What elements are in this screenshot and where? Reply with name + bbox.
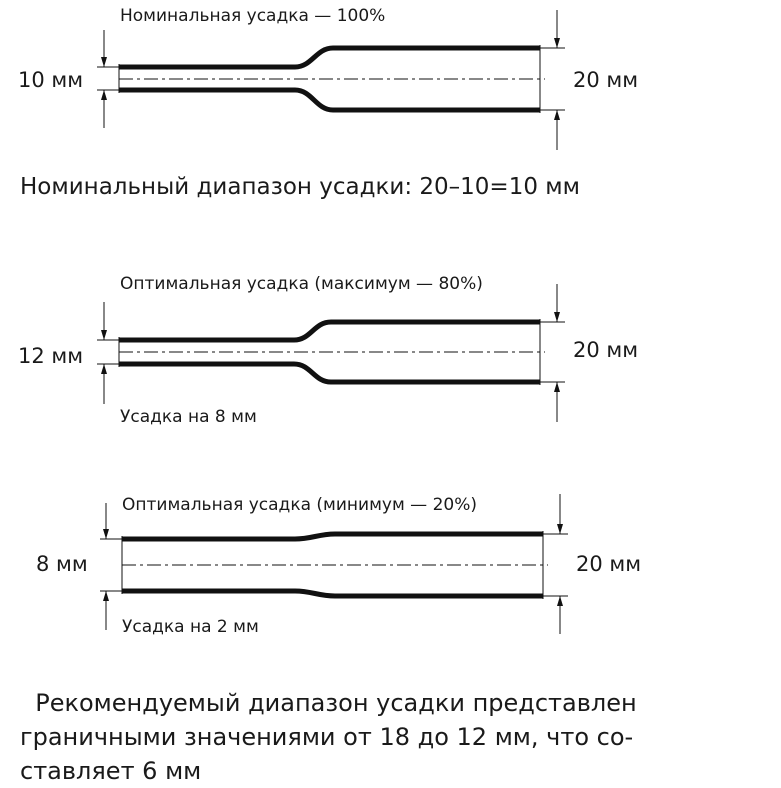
diagram-2-caption: Оптимальная усадка (максимум — 80%) bbox=[120, 274, 483, 294]
tube-top-wall bbox=[122, 534, 543, 539]
tube-bottom-wall bbox=[119, 90, 540, 110]
arrow-down bbox=[101, 330, 107, 340]
diagram-3-left-dimension: 8 мм bbox=[36, 552, 88, 576]
diagram-3-right-dimension: 20 мм bbox=[576, 552, 642, 576]
tube-top-wall bbox=[119, 322, 540, 340]
conclusion-line-1: Рекомендуемый диапазон усадки представлен bbox=[20, 689, 637, 717]
arrow-up bbox=[554, 382, 560, 392]
arrow-up bbox=[101, 90, 107, 100]
tube-bottom-wall bbox=[119, 364, 540, 382]
arrow-up bbox=[103, 591, 109, 601]
arrow-up bbox=[554, 110, 560, 120]
diagram-3-note: Усадка на 2 мм bbox=[122, 617, 259, 637]
tube-diagram-1 bbox=[97, 6, 565, 150]
diagram-1-right-dimension: 20 мм bbox=[573, 68, 639, 92]
arrow-up bbox=[557, 596, 563, 606]
conclusion-paragraph bbox=[20, 686, 660, 788]
arrow-down bbox=[103, 529, 109, 539]
tube-top-wall bbox=[119, 48, 540, 67]
nominal-range-summary: Номинальный диапазон усадки: 20–10=10 мм bbox=[20, 174, 580, 200]
arrow-down bbox=[557, 524, 563, 534]
diagram-1-caption: Номинальная усадка — 100% bbox=[120, 6, 386, 26]
diagram-3-caption: Оптимальная усадка (минимум — 20%) bbox=[122, 495, 478, 515]
arrow-up bbox=[101, 364, 107, 374]
tube-diagram-3 bbox=[100, 494, 568, 637]
diagram-2-note: Усадка на 8 мм bbox=[120, 407, 257, 427]
arrow-down bbox=[554, 312, 560, 322]
tube-diagram-2 bbox=[97, 284, 565, 422]
conclusion-line-2: граничными значениями от 18 до 12 мм, что со- bbox=[20, 723, 634, 751]
diagram-1-left-dimension: 10 мм bbox=[18, 68, 84, 92]
conclusion-line-3: ставляет 6 мм bbox=[20, 757, 202, 785]
arrow-down bbox=[554, 38, 560, 48]
arrow-down bbox=[101, 57, 107, 67]
tube-bottom-wall bbox=[122, 591, 543, 596]
diagram-2-left-dimension: 12 мм bbox=[18, 344, 84, 368]
diagram-2-right-dimension: 20 мм bbox=[573, 338, 639, 362]
